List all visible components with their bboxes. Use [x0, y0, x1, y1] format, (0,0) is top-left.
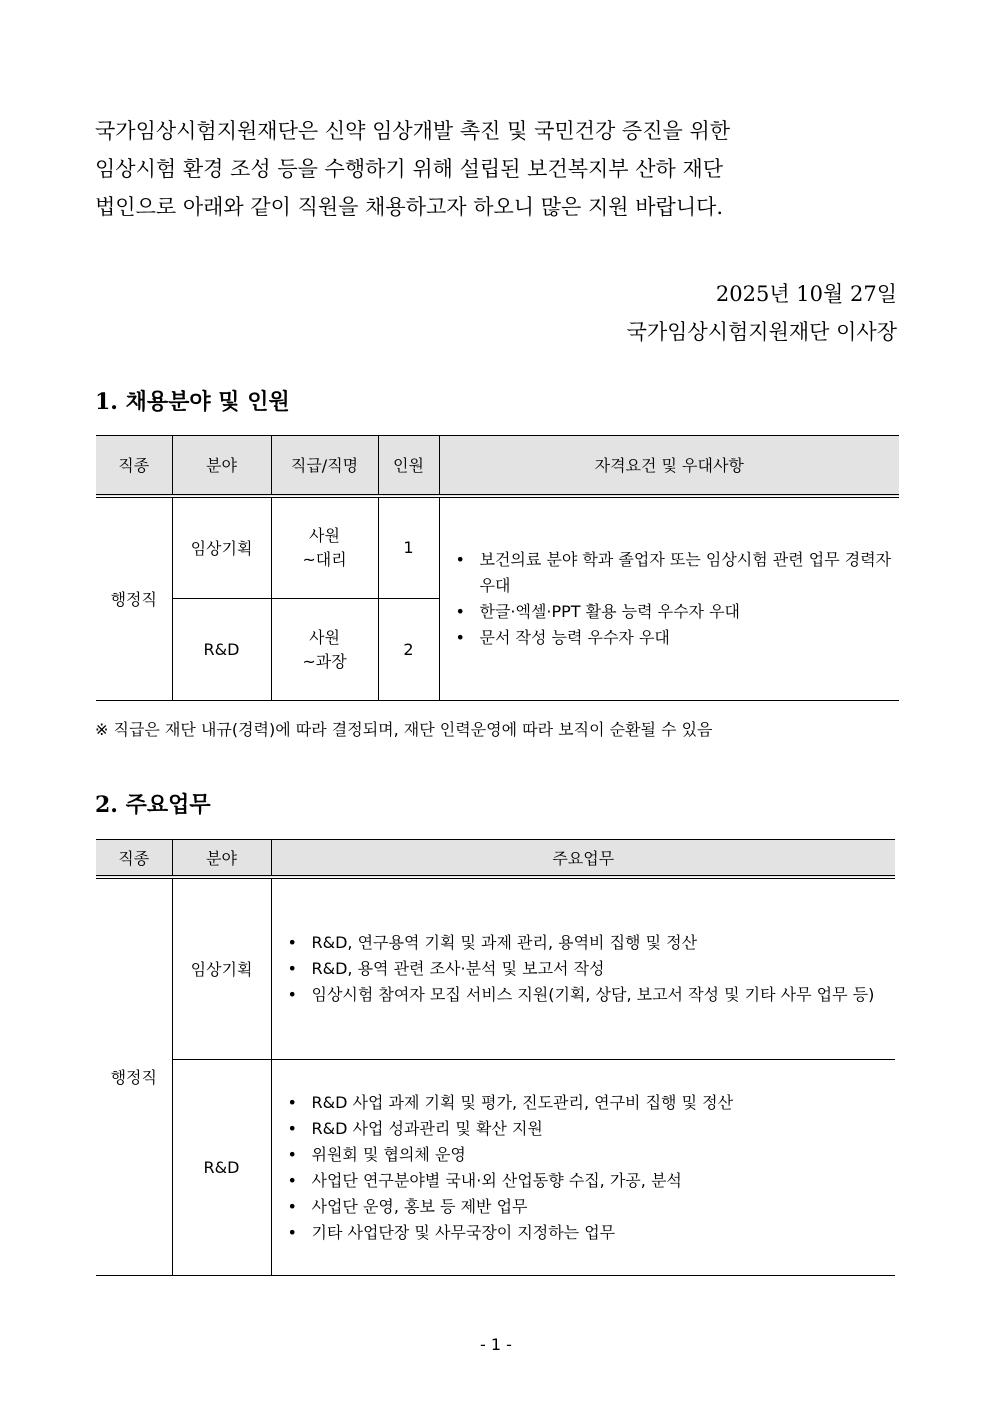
requirements-list — [440, 547, 900, 651]
header-job-type: 직종 — [96, 840, 172, 877]
duties-list — [272, 930, 896, 1008]
count-cell: 1 — [378, 496, 439, 599]
job-type-cell: 행정직 — [96, 877, 172, 1276]
header-field: 분야 — [172, 840, 271, 877]
field-cell: 임상기획 — [172, 877, 271, 1060]
rank-line: ~과장 — [302, 651, 347, 671]
list-item: • 사업단 연구분야별 국내·외 산업동향 수집, 가공, 분석 — [312, 1168, 896, 1194]
list-item: • 기타 사업단장 및 사무국장이 지정하는 업무 — [312, 1220, 896, 1246]
list-item: • 한글·엑셀·PPT 활용 능력 우수자 우대 — [480, 599, 900, 625]
duties-cell — [271, 877, 895, 1060]
list-item: • R&D, 용역 관련 조사·분석 및 보고서 작성 — [312, 956, 896, 982]
page-number: - 1 - — [480, 1335, 512, 1354]
header-field: 분야 — [172, 436, 271, 496]
recruitment-table — [96, 435, 899, 701]
table-row — [96, 496, 899, 599]
header-count: 인원 — [378, 436, 439, 496]
list-item: • 위원회 및 협의체 운영 — [312, 1142, 896, 1168]
announcement-date: 2025년 10월 27일 — [715, 282, 897, 306]
rank-cell — [271, 496, 378, 599]
table-row — [96, 877, 895, 1060]
table-header-row — [96, 840, 895, 877]
intro-line: 국가임상시험지원재단은 신약 임상개발 촉진 및 국민건강 증진을 위한 — [95, 119, 731, 143]
duties-cell — [271, 1060, 895, 1276]
field-cell: R&D — [172, 599, 271, 701]
header-requirements: 자격요건 및 우대사항 — [439, 436, 899, 496]
rank-line: ~대리 — [302, 549, 347, 569]
field-cell: R&D — [172, 1060, 271, 1276]
intro-line: 법인으로 아래와 같이 직원을 채용하고자 하오니 많은 지원 바랍니다. — [95, 195, 724, 219]
footnote: ※ 직급은 재단 내규(경력)에 따라 결정되며, 재단 인력운영에 따라 보직이 순환될 수 있음 — [95, 720, 713, 739]
list-item: • 문서 작성 능력 우수자 우대 — [480, 625, 900, 651]
list-item: • 임상시험 참여자 모집 서비스 지원(기획, 상담, 보고서 작성 및 기타 사무 업무 등) — [312, 982, 896, 1008]
signature: 국가임상시험지원재단 이사장 — [626, 320, 897, 344]
table-header-row — [96, 436, 899, 496]
rank-line: 사원 — [309, 525, 340, 545]
header-duties: 주요업무 — [271, 840, 895, 877]
duties-table — [96, 839, 895, 1276]
list-item: • R&D, 연구용역 기획 및 과제 관리, 용역비 집행 및 정산 — [312, 930, 896, 956]
table-row — [96, 1060, 895, 1276]
section1-title: 1. 채용분야 및 인원 — [95, 389, 290, 415]
count-cell: 2 — [378, 599, 439, 701]
rank-line: 사원 — [309, 627, 340, 647]
list-item: • R&D 사업 성과관리 및 확산 지원 — [312, 1116, 896, 1142]
header-rank: 직급/직명 — [271, 436, 378, 496]
list-item: • R&D 사업 과제 기획 및 평가, 진도관리, 연구비 집행 및 정산 — [312, 1090, 896, 1116]
list-item: • 보건의료 분야 학과 졸업자 또는 임상시험 관련 업무 경력자 우대 — [480, 547, 900, 599]
job-type-cell: 행정직 — [96, 496, 172, 701]
list-item: • 사업단 운영, 홍보 등 제반 업무 — [312, 1194, 896, 1220]
requirements-cell — [439, 496, 899, 701]
duties-list — [272, 1090, 896, 1246]
header-job-type: 직종 — [96, 436, 172, 496]
section2-title: 2. 주요업무 — [95, 792, 211, 818]
rank-cell — [271, 599, 378, 701]
intro-paragraph — [95, 112, 897, 226]
field-cell: 임상기획 — [172, 496, 271, 599]
intro-line: 임상시험 환경 조성 등을 수행하기 위해 설립된 보건복지부 산하 재단 — [95, 157, 724, 181]
